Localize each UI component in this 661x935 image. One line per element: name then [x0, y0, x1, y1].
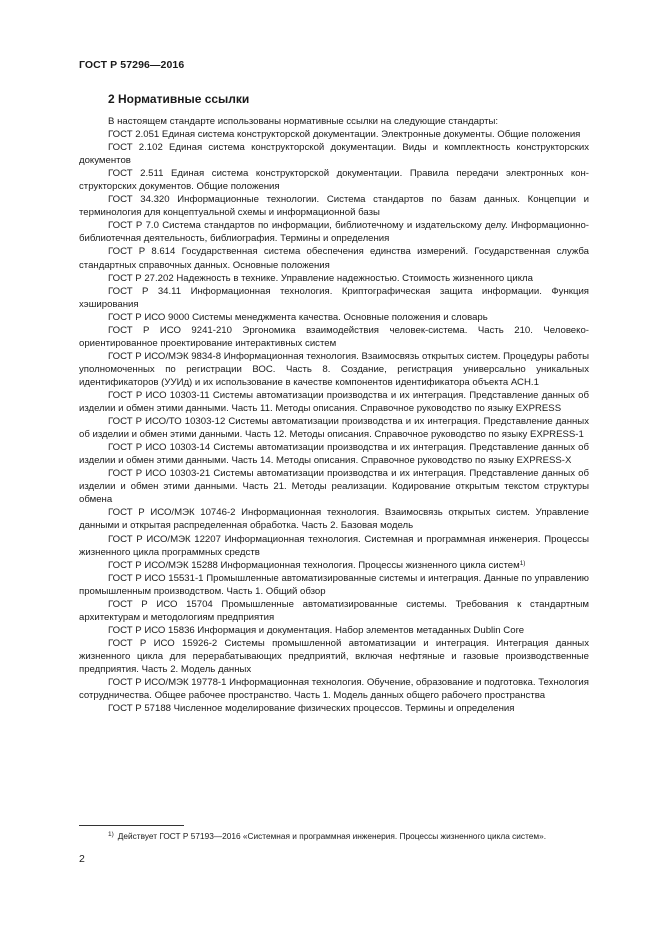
footnote-marker: 1): [108, 831, 114, 838]
footnote-divider: [79, 825, 184, 826]
reference-item: ГОСТ 2.051 Единая система конструкторской документации. Электронные документы. Общие положения: [108, 129, 581, 141]
reference-item: ГОСТ 34.320 Информационные технологии. Система стандартов по базам данных. Концепции и терминология для концептуальной схемы и информационной базы: [79, 194, 589, 219]
reference-item: ГОСТ 2.511 Единая система конструкторской документации. Правила передачи электронных конструкторских документов. Общие положения: [79, 168, 589, 193]
reference-text: ГОСТ Р ИСО/МЭК 15288 Информационная технология. Процессы жизненного цикла систем: [108, 559, 520, 571]
reference-item: ГОСТ Р ИСО 15531-1 Промышленные автоматизированные системы и интеграция. Данные по управлению промышленным производством. Часть 1. Общий обзор: [79, 572, 589, 597]
reference-item: ГОСТ Р ИСО 15704 Промышленные автоматизированные системы. Требования к стандартным архитектурам и методологиям предприятия: [79, 598, 589, 623]
section-title: 2 Нормативные ссылки: [108, 92, 250, 106]
reference-item: ГОСТ Р 34.11 Информационная технология. Криптографическая защита информации. Функция хэширования: [79, 285, 589, 310]
normative-references-list: [79, 115, 589, 715]
reference-item: ГОСТ Р ИСО 10303-14 Системы автоматизации производства и их интеграция. Представление данных об изделии и обмен этими данными. Часть 14. Методы описания. Справочное руководство по языку EXPRESS-X: [79, 442, 589, 467]
reference-item: ГОСТ Р ИСО 9000 Системы менеджмента качества. Основные положения и словарь: [108, 311, 488, 323]
reference-item: ГОСТ Р 7.0 Система стандартов по информации, библиотечному и издательскому делу. Информационно-библиотечная деятельность, библиография. Термины и определения: [79, 220, 589, 245]
footnote: [108, 829, 598, 842]
reference-item-with-footnote: [79, 559, 589, 572]
reference-item: ГОСТ Р ИСО 15926-2 Системы промышленной автоматизации и интеграция. Интеграция данных жизненного цикла для перерабатывающих предприятий, включая нефтяные и газовые производственные предприятия. Часть 2. Модель данных: [79, 637, 589, 675]
reference-item: ГОСТ Р ИСО/МЭК 12207 Информационная технология. Системная и программная инженерия. Процессы жизненного цикла программных средств: [79, 533, 589, 558]
reference-item: ГОСТ Р 27.202 Надежность в технике. Управление надежностью. Стоимость жизненного цикла: [108, 272, 533, 284]
reference-item: ГОСТ Р ИСО/МЭК 9834-8 Информационная технология. Взаимосвязь открытых систем. Процедуры работы уполномоченных по регистрации ВОС. Часть 8. Создание, регистрация универсально уникальных идентификаторов (УУИд) и их использование в качестве компонентов идентификатора объекта АСН.1: [79, 350, 589, 388]
reference-item: ГОСТ 2.102 Единая система конструкторской документации. Виды и комплектность конструкторских документов: [79, 142, 589, 167]
reference-item: ГОСТ Р ИСО 10303-21 Системы автоматизации производства и их интеграция. Представление данных об изделии и обмен этими данными. Часть 21. Методы реализации. Кодирование открытым текстом структуры обмена: [79, 468, 589, 506]
reference-item: ГОСТ Р ИСО/ТО 10303-12 Системы автоматизации производства и их интеграция. Представление данных об изделии и обмен этими данными. Часть 12. Методы описания. Справочное руководство по языку EXPRESS-1: [79, 416, 589, 441]
reference-item: ГОСТ Р ИСО/МЭК 19778-1 Информационная технология. Обучение, образование и подготовка. Технология сотрудничества. Общее рабочее пространство. Часть 1. Модель данных общего рабочего пространства: [79, 677, 589, 702]
reference-item: ГОСТ Р ИСО/МЭК 10746-2 Информационная технология. Взаимосвязь открытых систем. Управление данными и открытая распределенная обработка. Часть 2. Базовая модель: [79, 507, 589, 532]
footnote-text: Действует ГОСТ Р 57193—2016 «Системная и программная инженерия. Процессы жизненного цикла систем».: [117, 831, 547, 841]
intro-paragraph: В настоящем стандарте использованы нормативные ссылки на следующие стандарты:: [108, 116, 499, 127]
reference-item: ГОСТ Р 57188 Численное моделирование физических процессов. Термины и определения: [108, 703, 515, 715]
page-number: 2: [79, 853, 85, 865]
reference-item: ГОСТ Р ИСО 10303-11 Системы автоматизации производства и их интеграция. Представление данных об изделии и обмен этими данными. Часть 11. Методы описания. Справочное руководство по языку EXPRESS: [79, 389, 589, 415]
reference-item: ГОСТ Р ИСО 9241-210 Эргономика взаимодействия человек-система. Часть 210. Человекоориентированное проектирование интерактивных систем: [79, 324, 589, 349]
footnote-reference: 1): [519, 559, 526, 567]
reference-item: ГОСТ Р ИСО 15836 Информация и документация. Набор элементов метаданных Dublin Core: [108, 624, 525, 636]
document-header: ГОСТ Р 57296—2016: [79, 59, 185, 71]
reference-item: ГОСТ Р 8.614 Государственная система обеспечения единства измерений. Государственная служба стандартных справочных данных. Основные положения: [79, 246, 589, 271]
